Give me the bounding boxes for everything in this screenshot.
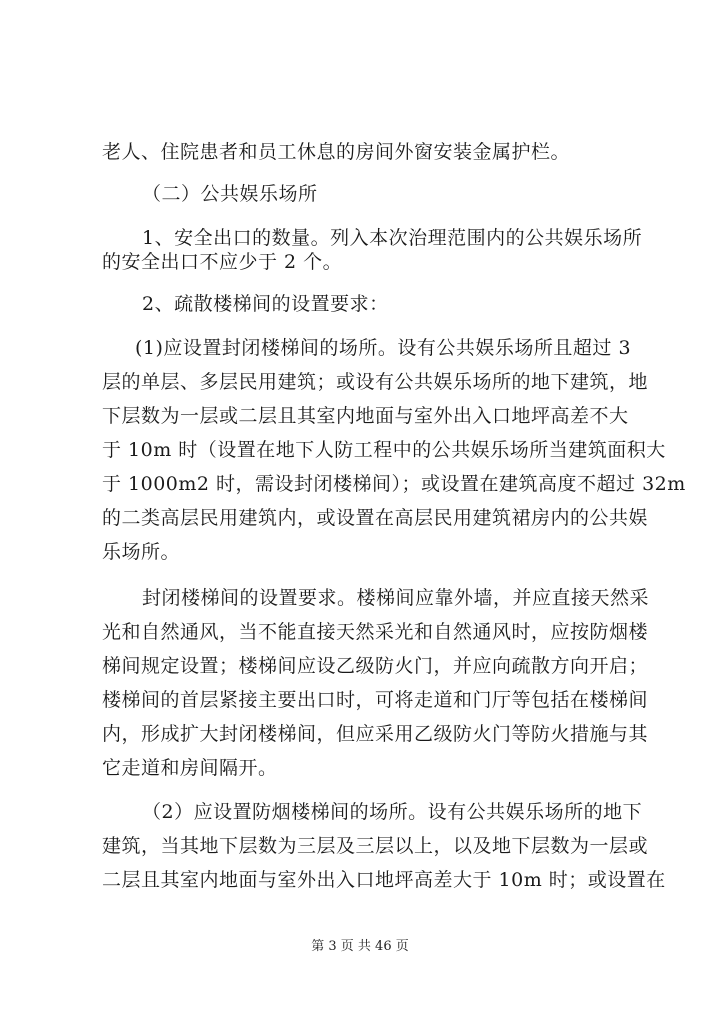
text-line: 光和自然通风，当不能直接天然采光和自然通风时，应按防烟楼 bbox=[102, 621, 649, 643]
text-line: 的安全出口不应少于 2 个。 bbox=[102, 251, 343, 273]
text-line: (1)应设置封闭楼梯间的场所。设有公共娱乐场所且超过 3 bbox=[135, 337, 632, 359]
text-line: 二层且其室内地面与室外出入口地坪高差大于 10m 时；或设置在 bbox=[102, 869, 666, 891]
text-line: 它走道和房间隔开。 bbox=[102, 757, 278, 779]
text-line: 封闭楼梯间的设置要求。楼梯间应靠外墙，并应直接天然采 bbox=[142, 587, 650, 609]
text-line: 于 1000m2 时，需设封闭楼梯间）；或设置在建筑高度不超过 32m bbox=[102, 473, 686, 495]
text-line: 乐场所。 bbox=[102, 541, 181, 563]
text-line: 老人、住院患者和员工休息的房间外窗安装金属护栏。 bbox=[102, 141, 571, 163]
text-line: 层的单层、多层民用建筑；或设有公共娱乐场所的地下建筑，地 bbox=[102, 371, 649, 393]
text-line: 下层数为一层或二层且其室内地面与室外出入口地坪高差不大 bbox=[102, 405, 629, 427]
text-line: （2）应设置防烟楼梯间的场所。设有公共娱乐场所的地下 bbox=[142, 801, 643, 823]
text-line: 的二类高层民用建筑内，或设置在高层民用建筑裙房内的公共娱 bbox=[102, 507, 649, 529]
page-number-footer: 第 3 页 共 46 页 bbox=[311, 939, 409, 954]
text-line: 楼梯间的首层紧接主要出口时，可将走道和门厅等包括在楼梯间 bbox=[102, 689, 649, 711]
text-line: 内，形成扩大封闭楼梯间，但应采用乙级防火门等防火措施与其 bbox=[102, 723, 649, 745]
text-line: 梯间规定设置；楼梯间应设乙级防火门，并应向疏散方向开启； bbox=[102, 655, 649, 677]
text-line: 1、安全出口的数量。列入本次治理范围内的公共娱乐场所 bbox=[142, 227, 643, 249]
text-line: 2、疏散楼梯间的设置要求： bbox=[142, 293, 389, 315]
section-heading: （二）公共娱乐场所 bbox=[142, 183, 318, 205]
text-line: 建筑，当其地下层数为三层及三层以上，以及地下层数为一层或 bbox=[102, 835, 649, 857]
text-line: 于 10m 时（设置在地下人防工程中的公共娱乐场所当建筑面积大 bbox=[102, 439, 666, 461]
